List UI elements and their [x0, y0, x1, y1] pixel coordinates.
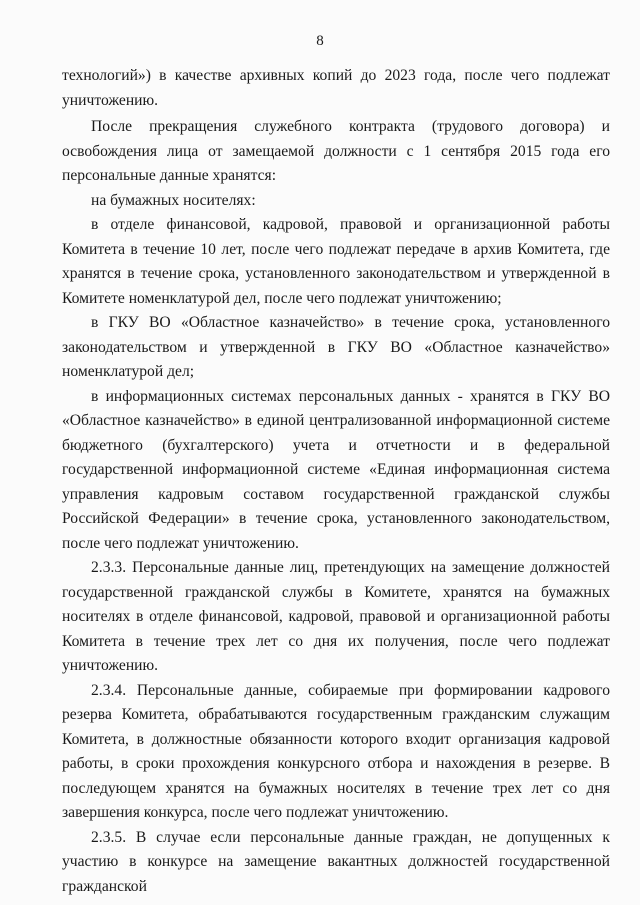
paragraph: на бумажных носителях: [91, 191, 256, 209]
paragraph: После прекращения служебного контракта (трудового договора) и освобождения лица от замещаемой должности с 1 сентября 2015 года его персональные данные хранятся: [62, 118, 610, 184]
paragraph: в ГКУ ВО «Областное казначейство» в течение срока, установленного законодательством и утвержденной в ГКУ ВО «Областное казначейство» номенклатурой дел; [62, 314, 610, 380]
paragraph: в информационных системах персональных данных - хранятся в ГКУ ВО «Областное казначейство» в единой централизованной информационной системе бюджетного (бухгалтерского) учета и отчетности и в федеральной государственной информационной системе «Единая информационная система управления кадровым составом государственной гражданской службы Российской Федерации» в течение срока, установленного законодательством, после чего подлежат уничтожению. [62, 387, 610, 552]
paragraph: 2.3.5. В случае если персональные данные граждан, не допущенных к участию в конкурсе на замещение вакантных должностей государственной гражданской [62, 828, 610, 895]
page-number: 8 [316, 33, 324, 49]
paragraph: в отделе финансовой, кадровой, правовой и организационной работы Комитета в течение 10 лет, после чего подлежат передаче в архив Комитета, где хранятся в течение срока, установленного законодательством и утвержденной в Комитете номенклатурой дел, после чего подлежат уничтожению; [62, 216, 610, 307]
document-body [62, 64, 610, 899]
paragraph: технологий») в качестве архивных копий до 2023 года, после чего подлежат уничтожению. [62, 67, 610, 109]
paragraph: 2.3.3. Персональные данные лиц, претендующих на замещение должностей государственной гражданской службы в Комитете, хранятся на бумажных носителях в отделе финансовой, кадровой, правовой и организационной работы Комитета в течение трех лет со дня их получения, после чего подлежат уничтожению. [62, 559, 610, 674]
paragraph: 2.3.4. Персональные данные, собираемые при формировании кадрового резерва Комитета, обрабатываются государственным гражданским служащим Комитета, в должностные обязанности которого входит организация кадровой работы, в сроки прохождения конкурсного отбора и нахождения в резерве. В последующем хранятся на бумажных носителях в течение трех лет со дня завершения конкурса, после чего подлежат уничтожению. [62, 681, 610, 821]
